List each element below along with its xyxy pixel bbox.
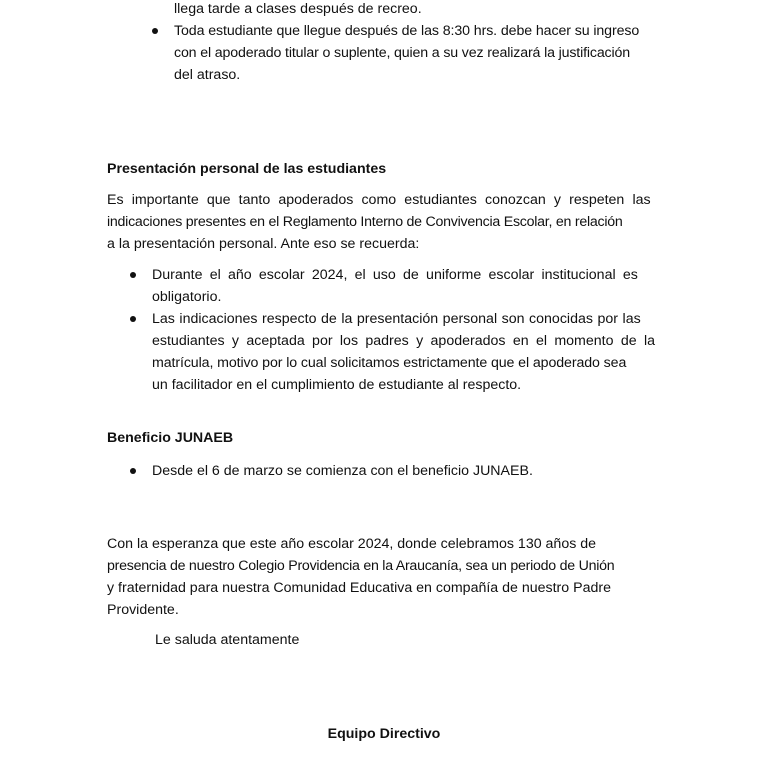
paragraph-line: indicaciones presentes en el Reglamento Interno de Convivencia Escolar, en relación xyxy=(107,214,623,230)
junaeb-item xyxy=(152,460,662,482)
bullet-icon xyxy=(130,468,136,474)
list-item-line: con el apoderado titular o suplente, quien a su vez realizará la justificación xyxy=(174,45,630,61)
section-heading-presentacion: Presentación personal de las estudiantes xyxy=(107,161,387,177)
presentacion-item-1 xyxy=(152,264,662,308)
paragraph-line: Es importante que tanto apoderados como estudiantes conozcan y respeten las xyxy=(107,192,651,208)
list-item-continuation: llega tarde a clases después de recreo. xyxy=(174,1,422,17)
paragraph-line: Providente. xyxy=(107,602,179,618)
section-heading-junaeb: Beneficio JUNAEB xyxy=(107,430,234,446)
top-list-item-2 xyxy=(174,20,664,86)
list-item-line: Las indicaciones respecto de la presentación personal son conocidas por las xyxy=(152,311,641,327)
presentacion-paragraph xyxy=(107,189,663,255)
signature: Equipo Directivo xyxy=(327,726,441,742)
bullet-icon xyxy=(130,316,136,322)
closing-paragraph xyxy=(107,533,663,621)
list-item-line: un facilitador en el cumplimiento de estudiante al respecto. xyxy=(152,377,522,393)
top-list xyxy=(174,0,664,20)
list-item-line: Desde el 6 de marzo se comienza con el beneficio JUNAEB. xyxy=(152,463,533,479)
list-item-line: obligatorio. xyxy=(152,289,222,305)
list-item-line: estudiantes y aceptada por los padres y apoderados en el momento de la xyxy=(152,333,655,349)
list-item-line: Toda estudiante que llegue después de las 8:30 hrs. debe hacer su ingreso xyxy=(174,23,640,39)
closing-greeting: Le saluda atentamente xyxy=(155,632,300,648)
list-item-line: Durante el año escolar 2024, el uso de uniforme escolar institucional es xyxy=(152,267,638,283)
paragraph-line: Con la esperanza que este año escolar 2024, donde celebramos 130 años de xyxy=(107,536,597,552)
paragraph-line: a la presentación personal. Ante eso se recuerda: xyxy=(107,236,420,252)
paragraph-line: y fraternidad para nuestra Comunidad Educativa en compañía de nuestro Padre xyxy=(107,580,611,596)
list-item-line: matrícula, motivo por lo cual solicitamos estrictamente que el apoderado sea xyxy=(152,355,627,371)
list-item-line: del atraso. xyxy=(174,67,241,83)
bullet-icon xyxy=(152,28,158,34)
paragraph-line: presencia de nuestro Colegio Providencia en la Araucanía, sea un periodo de Unión xyxy=(107,558,615,574)
bullet-icon xyxy=(130,272,136,278)
presentacion-item-2 xyxy=(152,308,662,396)
